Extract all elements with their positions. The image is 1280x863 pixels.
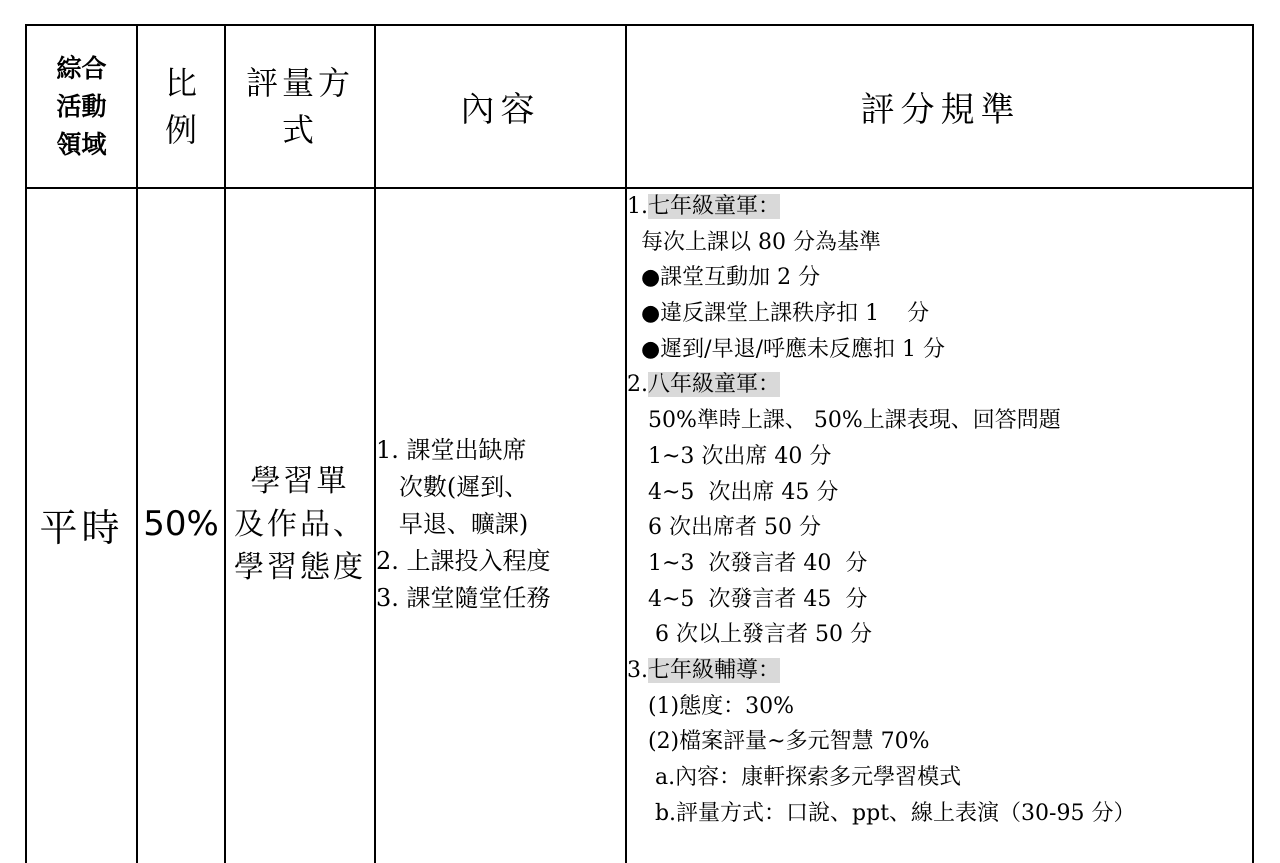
criteria-section-title bbox=[627, 653, 1254, 689]
criteria-line: ●課堂互動加 2 分 bbox=[627, 265, 821, 291]
row-method bbox=[226, 189, 374, 859]
criteria-line: 每次上課以 80 分為基準 bbox=[627, 229, 881, 255]
criteria-line: 4~5 次發言者 45 分 bbox=[627, 586, 868, 612]
criteria-line: a.內容：康軒探索多元學習模式 bbox=[627, 765, 962, 790]
row-method-line: 學習態度 bbox=[234, 549, 366, 585]
header-domain bbox=[27, 26, 136, 187]
content-line: 早退、曠課) bbox=[376, 509, 529, 538]
row-domain: 平時 bbox=[39, 505, 124, 550]
header-ratio bbox=[138, 26, 224, 187]
row-ratio: 50% bbox=[143, 504, 219, 544]
row-criteria bbox=[627, 189, 1254, 859]
header-domain-line: 綜合 bbox=[56, 53, 107, 83]
header-method bbox=[226, 26, 374, 187]
header-ratio-line: 例 bbox=[164, 110, 197, 149]
criteria-line: 6 次出席者 50 分 bbox=[627, 515, 821, 541]
criteria-line: 1~3 次發言者 40 分 bbox=[627, 550, 868, 576]
criteria-line: (1)態度：30% bbox=[627, 693, 795, 719]
grading-table bbox=[25, 24, 1254, 863]
criteria-line: 6 次以上發言者 50 分 bbox=[627, 622, 872, 648]
section-title-highlight: 七年級童軍： bbox=[648, 194, 781, 219]
header-domain-line: 領域 bbox=[56, 129, 107, 159]
criteria-line: 50%準時上課、 50%上課表現、回答問題 bbox=[627, 408, 1061, 434]
criteria-line: 4~5 次出席 45 分 bbox=[627, 479, 839, 505]
criteria-section-title bbox=[627, 189, 1254, 225]
header-content: 內容 bbox=[460, 90, 541, 130]
content-line: 1. 課堂出缺席 bbox=[376, 435, 527, 464]
content-line: 次數(遲到、 bbox=[376, 472, 529, 501]
row-content bbox=[376, 189, 625, 859]
criteria-section-title bbox=[627, 367, 1254, 403]
section-title-highlight: 八年級童軍： bbox=[648, 372, 781, 398]
criteria-line: b.評量方式：口說、ppt、線上表演（30-95 分） bbox=[627, 800, 1136, 826]
content-line: 2. 上課投入程度 bbox=[376, 546, 551, 575]
header-method-line: 評量方 bbox=[245, 63, 354, 102]
header-ratio-line: 比 bbox=[164, 63, 197, 102]
criteria-line: ●違反課堂上課秩序扣 1 分 bbox=[627, 301, 930, 327]
header-criteria: 評分規準 bbox=[860, 90, 1021, 130]
row-method-line: 學習單 bbox=[250, 463, 350, 499]
criteria-line: ●遲到/早退/呼應未反應扣 1 分 bbox=[627, 336, 945, 362]
header-method-line: 式 bbox=[281, 110, 318, 149]
criteria-line: 1~3 次出席 40 分 bbox=[627, 443, 832, 469]
section-number: 1. bbox=[627, 194, 648, 219]
section-number: 2. bbox=[627, 372, 648, 398]
criteria-line: (2)檔案評量~多元智慧 70% bbox=[627, 729, 930, 755]
section-number: 3. bbox=[627, 657, 648, 683]
content-line: 3. 課堂隨堂任務 bbox=[376, 583, 551, 612]
header-domain-line: 活動 bbox=[56, 91, 107, 121]
row-method-line: 及作品、 bbox=[234, 506, 366, 542]
section-title-highlight: 七年級輔導： bbox=[648, 657, 781, 683]
